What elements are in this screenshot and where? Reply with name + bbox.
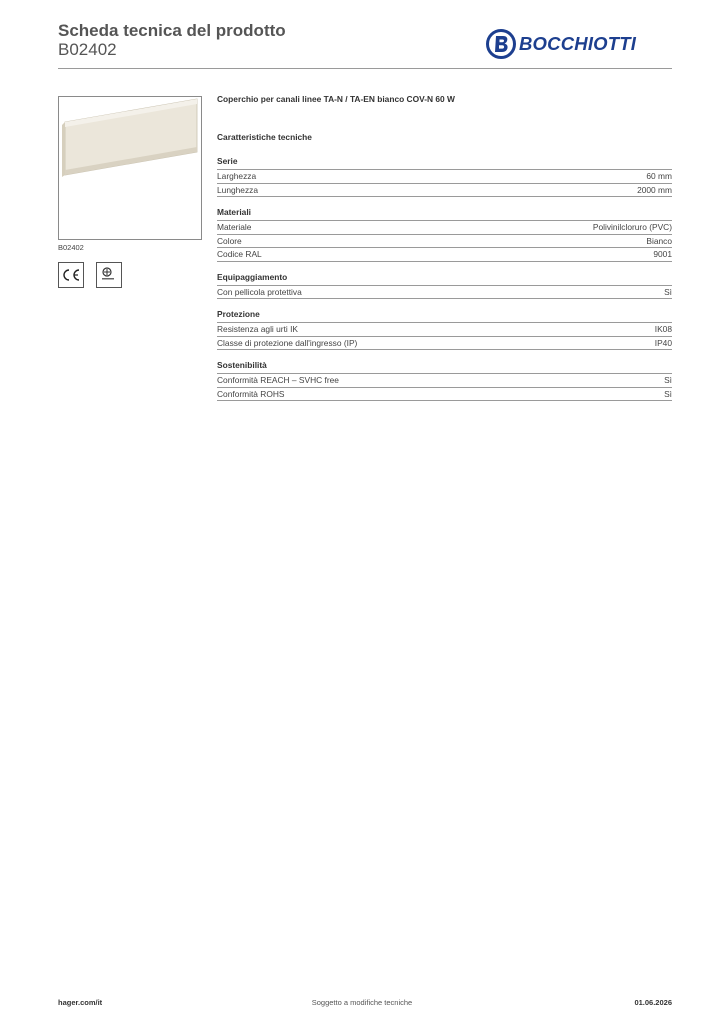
spec-label: Conformità ROHS [217,388,285,399]
section-title: Sostenibilità [217,360,672,374]
section-title: Serie [217,156,672,170]
spec-value: Sì [664,375,672,385]
spec-value: 9001 [653,249,672,259]
spec-row [217,337,672,351]
spec-section-protezione [217,309,672,350]
spec-section-equipaggiamento [217,272,672,300]
features-heading: Caratteristiche tecniche [217,132,312,142]
logo-text: BOCCHIOTTI [519,33,637,54]
section-title: Materiali [217,207,672,221]
spec-label: Lunghezza [217,184,258,195]
section-title: Protezione [217,309,672,323]
spec-label: Codice RAL [217,249,262,259]
ce-mark-icon [58,262,84,288]
spec-value: IK08 [654,324,672,334]
footer-note: Soggetto a modifiche tecniche [311,998,413,1007]
spec-row [217,323,672,337]
spec-row [217,248,672,262]
footer-date: 01.06.2026 [634,998,672,1007]
spec-value: Polivinilcloruro (PVC) [592,222,672,232]
spec-value: 60 mm [646,171,672,181]
spec-row [217,235,672,249]
spec-label: Colore [217,235,242,246]
spec-row [217,221,672,235]
product-code: B02402 [58,40,117,59]
bocchiotti-logo-icon [486,29,516,59]
page-title: Scheda tecnica del prodotto [58,21,286,40]
gost-certification-icon [96,262,122,288]
spec-label: Resistenza agli urti IK [217,324,298,334]
spec-section-serie [217,156,672,197]
spec-label: Classe di protezione dall'ingresso (IP) [217,337,358,348]
spec-row [217,374,672,388]
spec-label: Con pellicola protettiva [217,286,302,297]
footer-website-link[interactable]: hager.com/it [58,998,103,1007]
spec-content [217,94,672,401]
image-caption: B02402 [58,243,84,252]
spec-row [217,388,672,402]
spec-label: Materiale [217,222,252,232]
spec-section-sostenibilita [217,360,672,401]
spec-row [217,184,672,198]
spec-value: 2000 mm [637,184,672,195]
spec-section-materiali [217,207,672,262]
spec-label: Conformità REACH – SVHC free [217,375,339,385]
spec-row [217,286,672,300]
spec-value: IP40 [654,337,672,348]
product-title: Coperchio per canali linee TA-N / TA-EN bianco COV-N 60 W [217,94,455,104]
spec-value: Sì [664,388,672,399]
spec-value: Bianco [646,235,672,246]
header-divider [58,68,672,69]
spec-value: Sì [664,286,672,297]
spec-row [217,170,672,184]
bocchiotti-logo [486,28,668,60]
cover-product-image [59,97,201,239]
product-image [58,96,202,240]
spec-label: Larghezza [217,171,257,181]
section-title: Equipaggiamento [217,272,672,286]
